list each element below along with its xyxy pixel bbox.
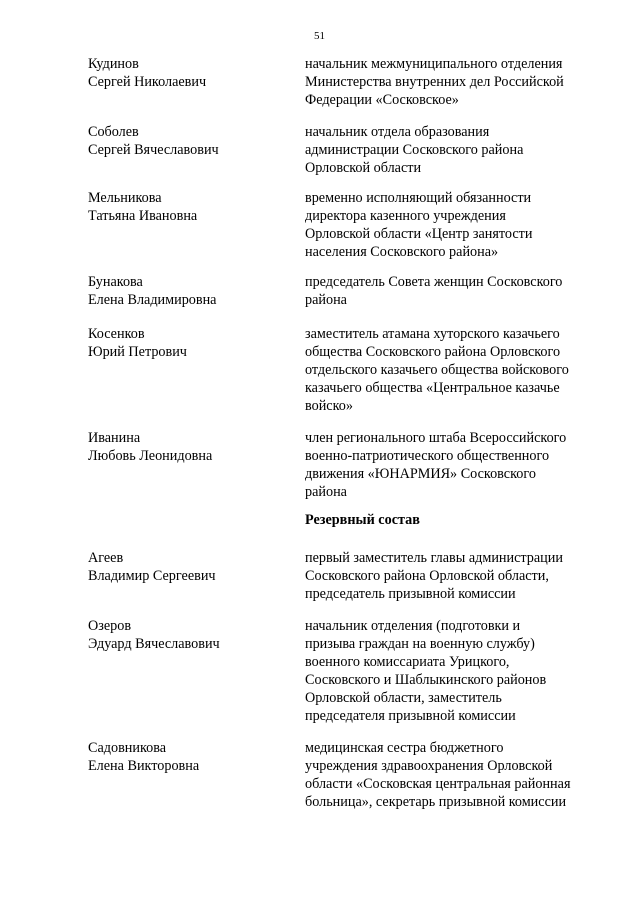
position-line: Министерства внутренних дел Российской xyxy=(305,74,564,90)
position-line: движения «ЮНАРМИЯ» Сосковского xyxy=(305,466,536,482)
member-surname: Иванина xyxy=(88,430,141,446)
position-line: района xyxy=(305,292,347,308)
position-line: Орловской области, заместитель xyxy=(305,690,502,706)
member-given-name: Татьяна Ивановна xyxy=(88,208,198,224)
position-line: Сосковского района Орловской области, xyxy=(305,568,549,584)
member-given-name: Владимир Сергеевич xyxy=(88,568,216,584)
position-line: Орловской области «Центр занятости xyxy=(305,226,533,242)
member-surname: Кудинов xyxy=(88,56,139,72)
position-line: больница», секретарь призывной комиссии xyxy=(305,794,567,810)
position-line: призыва граждан на военную службу) xyxy=(305,636,535,652)
position-line: общества Сосковского района Орловского xyxy=(305,344,561,360)
member-position xyxy=(305,273,605,309)
member-name xyxy=(88,273,288,309)
member-position xyxy=(305,123,605,177)
member-position xyxy=(305,325,605,415)
position-line: области «Сосковская центральная районная xyxy=(305,776,571,792)
member-name xyxy=(88,123,288,159)
position-line: председатель Совета женщин Сосковского xyxy=(305,274,563,290)
position-line: населения Сосковского района» xyxy=(305,244,499,260)
position-line: начальник отдела образования xyxy=(305,124,490,140)
member-given-name: Любовь Леонидовна xyxy=(88,448,213,464)
position-line: Сосковского и Шаблыкинского районов xyxy=(305,672,547,688)
position-line: член регионального штаба Всероссийского xyxy=(305,430,567,446)
position-line: Орловской области xyxy=(305,160,422,176)
member-given-name: Елена Викторовна xyxy=(88,758,200,774)
position-line: военно-патриотического общественного xyxy=(305,448,550,464)
member-position xyxy=(305,429,605,501)
position-line: первый заместитель главы администрации xyxy=(305,550,563,566)
position-line: председателя призывной комиссии xyxy=(305,708,516,724)
member-position xyxy=(305,55,605,109)
member-position xyxy=(305,549,605,603)
member-surname: Косенков xyxy=(88,326,145,342)
position-line: начальник межмуниципального отделения xyxy=(305,56,563,72)
member-position xyxy=(305,739,605,811)
member-surname: Садовникова xyxy=(88,740,167,756)
member-name xyxy=(88,617,288,653)
member-name xyxy=(88,549,288,585)
member-surname: Озеров xyxy=(88,618,132,634)
reserve-section-heading: Резервный состав xyxy=(305,512,420,528)
position-line: временно исполняющий обязанности xyxy=(305,190,532,206)
member-name xyxy=(88,189,288,225)
position-line: администрации Сосковского района xyxy=(305,142,524,158)
position-line: района xyxy=(305,484,347,500)
position-line: директора казенного учреждения xyxy=(305,208,506,224)
position-line: заместитель атамана хуторского казачьего xyxy=(305,326,560,342)
position-line: войско» xyxy=(305,398,353,414)
member-name xyxy=(88,429,288,465)
member-name xyxy=(88,55,288,91)
member-surname: Соболев xyxy=(88,124,139,140)
member-given-name: Юрий Петрович xyxy=(88,344,187,360)
position-line: медицинская сестра бюджетного xyxy=(305,740,504,756)
member-given-name: Сергей Вячеславович xyxy=(88,142,219,158)
member-position xyxy=(305,617,605,725)
page-number: 51 xyxy=(314,30,325,42)
member-position xyxy=(305,189,605,261)
member-name xyxy=(88,325,288,361)
member-given-name: Елена Владимировна xyxy=(88,292,217,308)
member-surname: Мельникова xyxy=(88,190,162,206)
member-surname: Агеев xyxy=(88,550,124,566)
member-name xyxy=(88,739,288,775)
position-line: учреждения здравоохранения Орловской xyxy=(305,758,553,774)
position-line: Федерации «Сосковское» xyxy=(305,92,459,108)
position-line: начальник отделения (подготовки и xyxy=(305,618,521,634)
position-line: отдельского казачьего общества войскового xyxy=(305,362,569,378)
position-line: казачьего общества «Центральное казачье xyxy=(305,380,560,396)
position-line: председатель призывной комиссии xyxy=(305,586,516,602)
member-given-name: Сергей Николаевич xyxy=(88,74,207,90)
member-surname: Бунакова xyxy=(88,274,143,290)
member-given-name: Эдуард Вячеславович xyxy=(88,636,220,652)
position-line: военного комиссариата Урицкого, xyxy=(305,654,510,670)
